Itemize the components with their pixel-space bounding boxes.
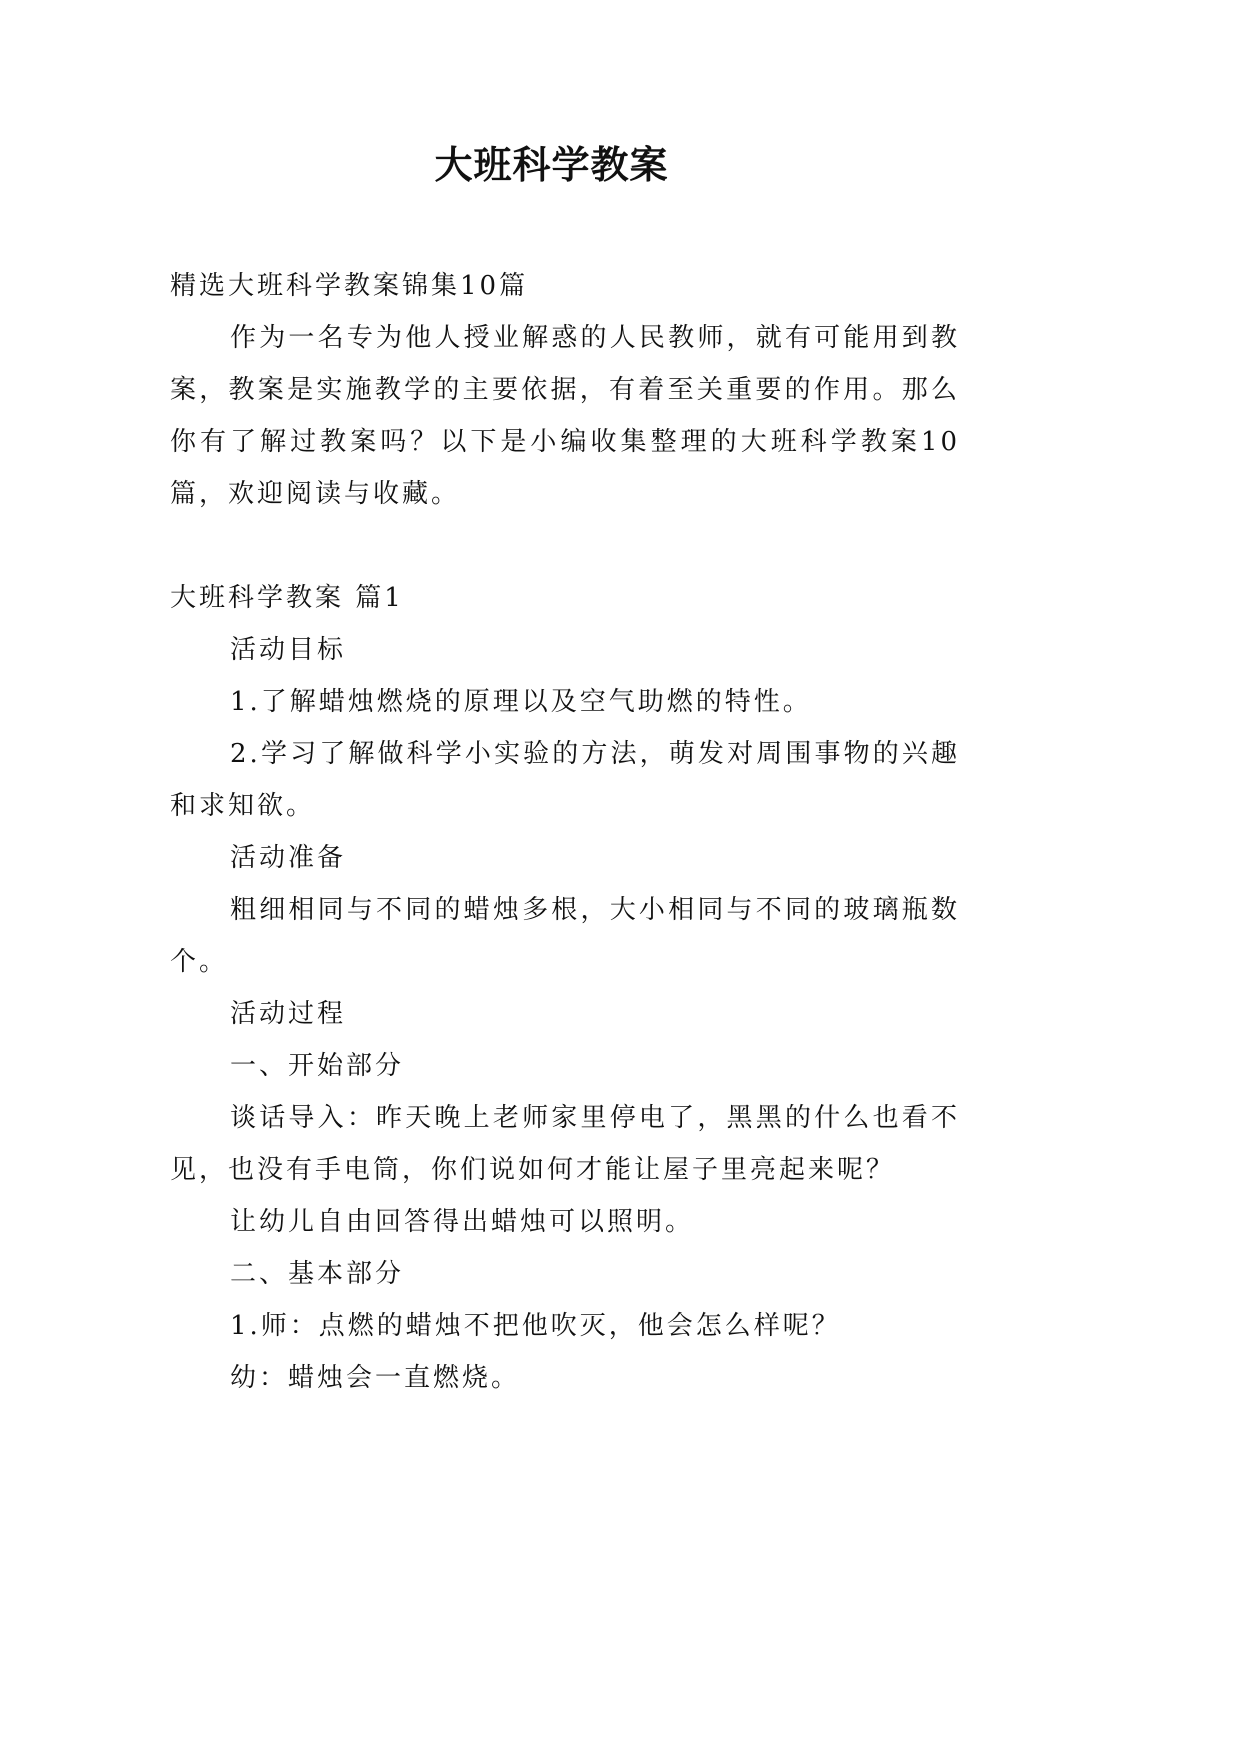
paragraph-free-answer: 让幼儿自由回答得出蜡烛可以照明。 <box>230 1207 695 1237</box>
section-spacer <box>170 520 960 572</box>
paragraph-goal-1: 1.了解蜡烛燃烧的原理以及空气助燃的特性。 <box>230 687 812 717</box>
paragraph-activity-preparation: 活动准备 <box>230 843 347 873</box>
paragraph-introduction-talk: 谈话导入：昨天晚上老师家里停电了，黑黑的什么也看不见，也没有手电筒，你们说如何才能让屋子里亮起来呢？ <box>170 1103 960 1185</box>
paragraph-child-answer: 幼：蜡烛会一直燃烧。 <box>230 1363 521 1393</box>
document-subtitle: 精选大班科学教案锦集10篇 <box>170 271 529 301</box>
paragraph-teacher-question: 1.师：点燃的蜡烛不把他吹灭，他会怎么样呢？ <box>230 1311 841 1341</box>
paragraph-goal-2: 2.学习了解做科学小实验的方法，萌发对周围事物的兴趣和求知欲。 <box>170 739 960 821</box>
document-title: 大班科学教案 <box>434 143 669 187</box>
paragraph-activity-goals: 活动目标 <box>230 635 347 665</box>
document-body <box>170 260 960 1404</box>
section-heading: 大班科学教案 篇1 <box>170 583 404 613</box>
intro-paragraph: 作为一名专为他人授业解惑的人民教师，就有可能用到教案，教案是实施教学的主要依据，有着至关重要的作用。那么你有了解过教案吗？以下是小编收集整理的大班科学教案10篇，欢迎阅读与收藏。 <box>170 323 960 509</box>
paragraph-materials: 粗细相同与不同的蜡烛多根，大小相同与不同的玻璃瓶数个。 <box>170 895 960 977</box>
paragraph-activity-process: 活动过程 <box>230 999 347 1029</box>
paragraph-part-one: 一、开始部分 <box>230 1051 405 1081</box>
paragraph-part-two: 二、基本部分 <box>230 1259 405 1289</box>
